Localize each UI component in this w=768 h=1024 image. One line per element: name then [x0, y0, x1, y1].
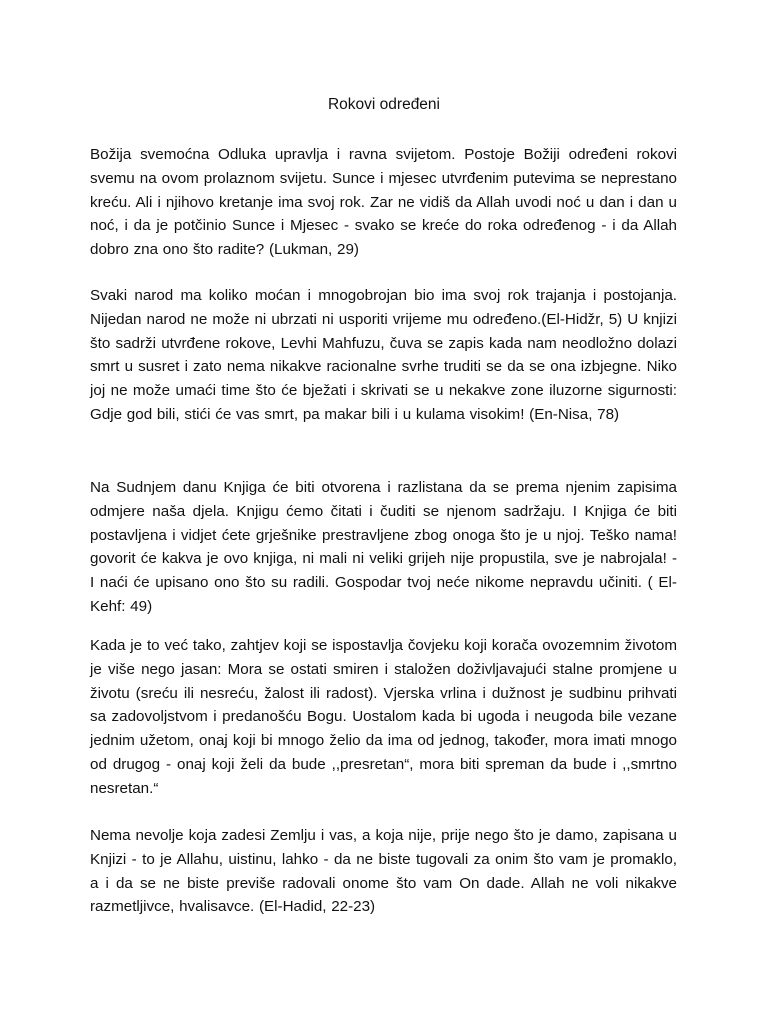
paragraph-1: Božija svemoćna Odluka upravlja i ravna svijetom. Postoje Božiji određeni rokovi svemu na ovom prolaznom svijetu. Sunce i mjesec utvrđenim putevima se neprestano kreću. Ali i njihovo kretanje ima svoj rok. Zar ne vidiš da Allah uvodi noć u dan i dan u noć, i da je potčinio Sunce i Mjesec - svako se kreće do roka određenog - i da Allah dobro zna ono što radite? (Lukman, 29)	[90, 146, 677, 259]
paragraph-4: Kada je to već tako, zahtjev koji se ispostavlja čovjeku koji korača ovozemnim životom je više nego jasan: Mora se ostati smiren i staložen doživljavajući stalne promjene u životu (sreću ili nesreću, žalost ili radost). Vjerska vrlina i dužnost je sudbinu prihvati sa zadovoljstvom i predanošću Bogu. Uostalom kada bi ugoda i neugoda bile vezane jednim užetom, onaj koji bi mnogo želio da ima od jednog, također, mora imati mnogo od drugog - onaj koji želi da bude ,,presretan“, mora biti spreman da bude i ,,smrtno nesretan.“	[90, 637, 677, 797]
document-title: Rokovi određeni	[327, 96, 440, 113]
paragraph-5: Nema nevolje koja zadesi Zemlju i vas, a koja nije, prije nego što je damo, zapisana u Knjizi - to je Allahu, uistinu, lahko - da ne biste tugovali za onim što vam je promaklo, a i da se ne biste previše radovali onome što vam On dade. Allah ne voli nikakve razmetljivce, hvalisavce. (El-Hadid, 22-23)	[90, 827, 677, 916]
paragraph-3: Na Sudnjem danu Knjiga će biti otvorena i razlistana da se prema njenim zapisima odmjere naša djela. Knjigu ćemo čitati i čuditi se njenom sadržaju. I Knjiga će biti postavljena i vidjet ćete grješnike prestravljene zbog onoga što je u njoj. Teško nama! govorit će kakva je ovo knjiga, ni mali ni veliki grijeh nije propustila, sve je nabrojala! - I naći će upisano ono što su radili. Gospodar tvoj neće nikome nepravdu učiniti. ( El-Kehf: 49)	[90, 479, 677, 615]
paragraph-2: Svaki narod ma koliko moćan i mnogobrojan bio ima svoj rok trajanja i postojanja. Nijedan narod ne može ni ubrzati ni usporiti vrijeme mu određeno.(El-Hidžr, 5) U knjizi što sadrži utvrđene rokove, Levhi Mahfuzu, čuva se zapis kada nam neodložno dolazi smrt u susret i zato nema nikakve racionalne svrhe truditi se da se ona izbjegne. Niko joj ne može umaći time što će bježati i skrivati se u nekakve zone iluzorne sigurnosti: Gdje god bili, stići će vas smrt, pa makar bili i u kulama visokim! (En-Nisa, 78)	[90, 287, 677, 423]
